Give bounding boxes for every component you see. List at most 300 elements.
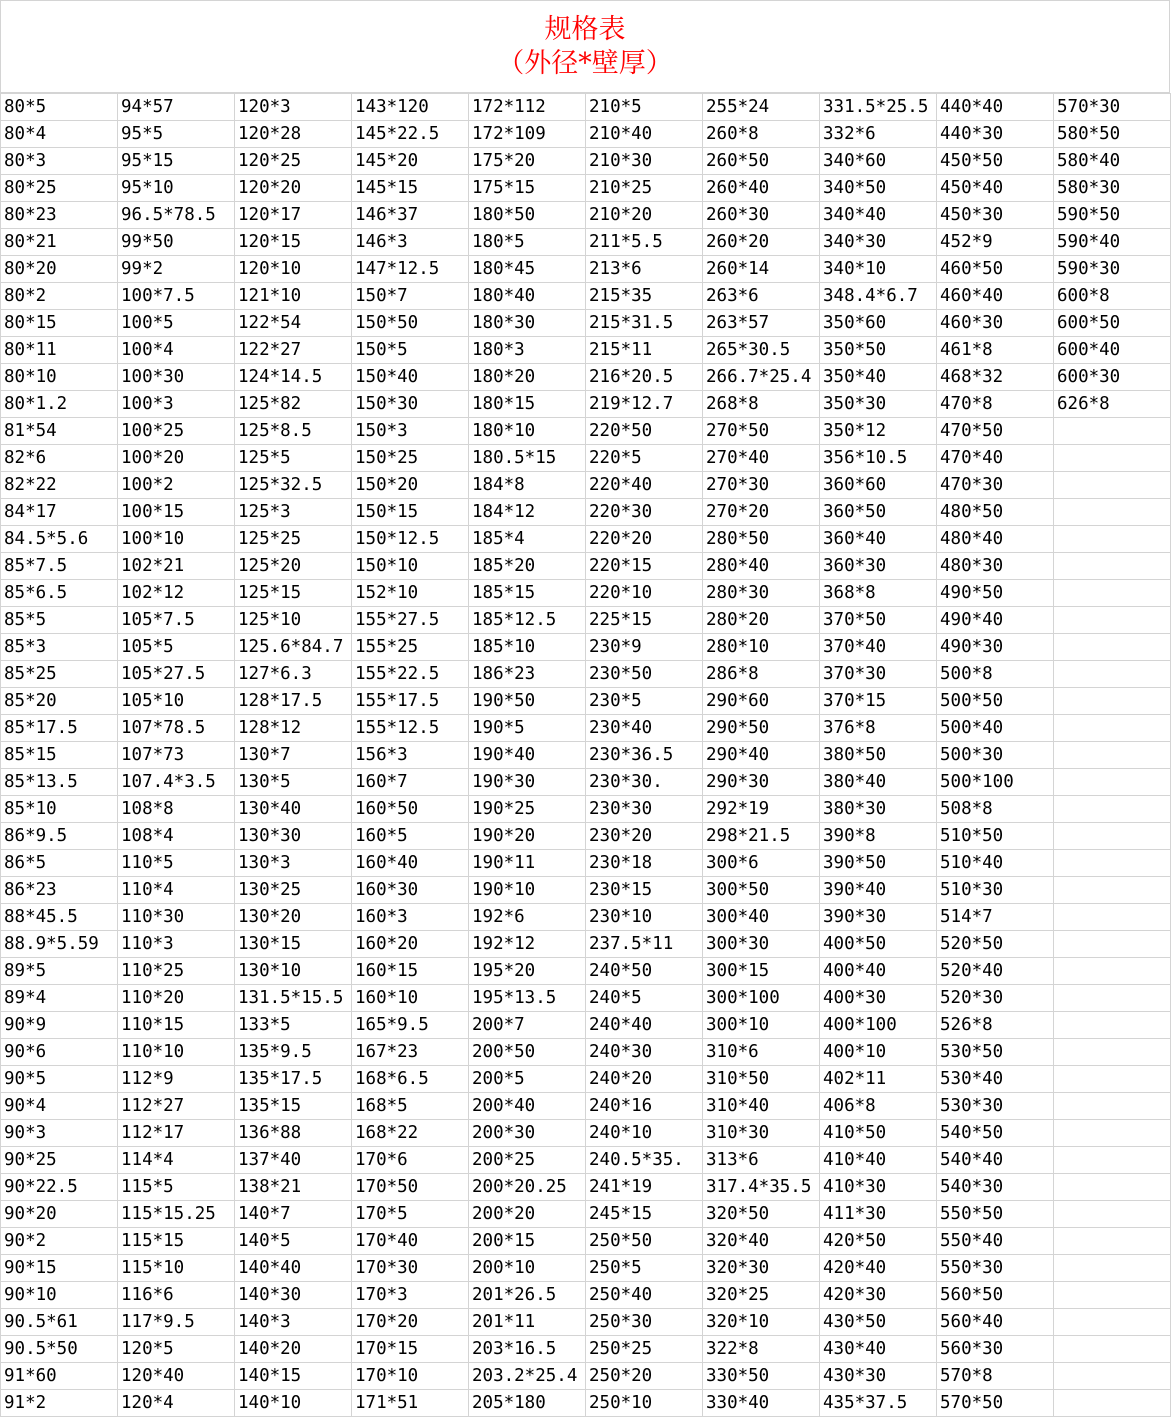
table-cell[interactable]: 185*20 xyxy=(469,553,586,580)
table-cell[interactable]: 155*27.5 xyxy=(352,607,469,634)
table-cell[interactable]: 300*50 xyxy=(703,877,820,904)
table-cell[interactable]: 331.5*25.5 xyxy=(820,94,937,121)
table-cell[interactable]: 240*16 xyxy=(586,1093,703,1120)
table-cell[interactable]: 160*30 xyxy=(352,877,469,904)
table-cell[interactable] xyxy=(1054,742,1171,769)
table-cell[interactable]: 280*40 xyxy=(703,553,820,580)
table-cell[interactable]: 240*5 xyxy=(586,985,703,1012)
table-cell[interactable]: 260*8 xyxy=(703,121,820,148)
table-cell[interactable]: 172*109 xyxy=(469,121,586,148)
table-cell[interactable]: 146*3 xyxy=(352,229,469,256)
table-cell[interactable]: 400*10 xyxy=(820,1039,937,1066)
table-cell[interactable]: 85*7.5 xyxy=(1,553,118,580)
table-cell[interactable]: 156*3 xyxy=(352,742,469,769)
table-cell[interactable]: 180*20 xyxy=(469,364,586,391)
table-cell[interactable]: 490*40 xyxy=(937,607,1054,634)
table-cell[interactable]: 125*82 xyxy=(235,391,352,418)
table-cell[interactable]: 215*11 xyxy=(586,337,703,364)
table-cell[interactable]: 310*50 xyxy=(703,1066,820,1093)
table-cell[interactable]: 90*22.5 xyxy=(1,1174,118,1201)
table-cell[interactable]: 402*11 xyxy=(820,1066,937,1093)
table-cell[interactable]: 250*30 xyxy=(586,1309,703,1336)
table-cell[interactable]: 190*10 xyxy=(469,877,586,904)
table-cell[interactable]: 82*22 xyxy=(1,472,118,499)
table-cell[interactable]: 350*30 xyxy=(820,391,937,418)
table-cell[interactable]: 219*12.7 xyxy=(586,391,703,418)
table-cell[interactable]: 150*15 xyxy=(352,499,469,526)
table-cell[interactable]: 298*21.5 xyxy=(703,823,820,850)
table-cell[interactable]: 350*50 xyxy=(820,337,937,364)
table-cell[interactable]: 122*54 xyxy=(235,310,352,337)
table-cell[interactable]: 540*40 xyxy=(937,1147,1054,1174)
table-cell[interactable]: 600*50 xyxy=(1054,310,1171,337)
table-cell[interactable]: 600*40 xyxy=(1054,337,1171,364)
table-cell[interactable]: 550*40 xyxy=(937,1228,1054,1255)
table-cell[interactable]: 490*50 xyxy=(937,580,1054,607)
table-cell[interactable]: 115*10 xyxy=(118,1255,235,1282)
table-cell[interactable]: 150*40 xyxy=(352,364,469,391)
sheet-title-cell[interactable] xyxy=(0,0,1170,93)
table-cell[interactable]: 320*25 xyxy=(703,1282,820,1309)
table-cell[interactable]: 130*10 xyxy=(235,958,352,985)
table-cell[interactable]: 230*5 xyxy=(586,688,703,715)
table-cell[interactable]: 124*14.5 xyxy=(235,364,352,391)
table-cell[interactable]: 190*50 xyxy=(469,688,586,715)
table-cell[interactable]: 240*10 xyxy=(586,1120,703,1147)
table-cell[interactable]: 130*20 xyxy=(235,904,352,931)
table-cell[interactable]: 240*40 xyxy=(586,1012,703,1039)
table-cell[interactable] xyxy=(1054,634,1171,661)
table-cell[interactable]: 230*20 xyxy=(586,823,703,850)
table-cell[interactable]: 470*50 xyxy=(937,418,1054,445)
table-cell[interactable]: 100*20 xyxy=(118,445,235,472)
table-cell[interactable]: 120*25 xyxy=(235,148,352,175)
table-cell[interactable]: 590*50 xyxy=(1054,202,1171,229)
table-cell[interactable]: 110*20 xyxy=(118,985,235,1012)
table-cell[interactable]: 84*17 xyxy=(1,499,118,526)
table-cell[interactable]: 90*15 xyxy=(1,1255,118,1282)
table-cell[interactable]: 170*30 xyxy=(352,1255,469,1282)
table-cell[interactable]: 125*15 xyxy=(235,580,352,607)
table-cell[interactable] xyxy=(1054,904,1171,931)
table-cell[interactable]: 80*15 xyxy=(1,310,118,337)
table-cell[interactable]: 80*4 xyxy=(1,121,118,148)
table-cell[interactable]: 210*30 xyxy=(586,148,703,175)
table-cell[interactable] xyxy=(1054,499,1171,526)
table-cell[interactable]: 230*18 xyxy=(586,850,703,877)
table-cell[interactable]: 320*30 xyxy=(703,1255,820,1282)
table-cell[interactable]: 290*60 xyxy=(703,688,820,715)
table-cell[interactable]: 160*20 xyxy=(352,931,469,958)
table-cell[interactable]: 140*30 xyxy=(235,1282,352,1309)
table-cell[interactable]: 570*30 xyxy=(1054,94,1171,121)
table-cell[interactable]: 240*30 xyxy=(586,1039,703,1066)
table-cell[interactable]: 370*15 xyxy=(820,688,937,715)
table-cell[interactable]: 430*40 xyxy=(820,1336,937,1363)
table-cell[interactable]: 520*30 xyxy=(937,985,1054,1012)
table-cell[interactable]: 350*12 xyxy=(820,418,937,445)
table-cell[interactable]: 210*40 xyxy=(586,121,703,148)
table-cell[interactable]: 490*30 xyxy=(937,634,1054,661)
table-cell[interactable]: 390*50 xyxy=(820,850,937,877)
table-cell[interactable]: 125*10 xyxy=(235,607,352,634)
table-cell[interactable]: 170*10 xyxy=(352,1363,469,1390)
table-cell[interactable]: 112*27 xyxy=(118,1093,235,1120)
table-cell[interactable]: 190*11 xyxy=(469,850,586,877)
table-cell[interactable]: 270*20 xyxy=(703,499,820,526)
table-cell[interactable]: 140*40 xyxy=(235,1255,352,1282)
table-cell[interactable]: 190*40 xyxy=(469,742,586,769)
table-cell[interactable]: 150*3 xyxy=(352,418,469,445)
table-cell[interactable]: 84.5*5.6 xyxy=(1,526,118,553)
table-cell[interactable]: 80*20 xyxy=(1,256,118,283)
table-cell[interactable]: 110*3 xyxy=(118,931,235,958)
table-cell[interactable]: 136*88 xyxy=(235,1120,352,1147)
table-cell[interactable]: 184*8 xyxy=(469,472,586,499)
table-cell[interactable]: 125.6*84.7 xyxy=(235,634,352,661)
table-cell[interactable] xyxy=(1054,1282,1171,1309)
table-cell[interactable]: 110*30 xyxy=(118,904,235,931)
table-cell[interactable]: 241*19 xyxy=(586,1174,703,1201)
table-cell[interactable]: 400*40 xyxy=(820,958,937,985)
table-cell[interactable]: 468*32 xyxy=(937,364,1054,391)
table-cell[interactable]: 140*15 xyxy=(235,1363,352,1390)
table-cell[interactable]: 580*40 xyxy=(1054,148,1171,175)
table-cell[interactable]: 95*5 xyxy=(118,121,235,148)
table-cell[interactable]: 150*7 xyxy=(352,283,469,310)
table-cell[interactable] xyxy=(1054,1363,1171,1390)
table-cell[interactable]: 250*10 xyxy=(586,1390,703,1417)
table-cell[interactable]: 435*37.5 xyxy=(820,1390,937,1417)
table-cell[interactable]: 201*11 xyxy=(469,1309,586,1336)
table-cell[interactable]: 180*45 xyxy=(469,256,586,283)
table-cell[interactable]: 530*40 xyxy=(937,1066,1054,1093)
table-cell[interactable]: 146*37 xyxy=(352,202,469,229)
table-cell[interactable]: 200*7 xyxy=(469,1012,586,1039)
table-cell[interactable] xyxy=(1054,1336,1171,1363)
table-cell[interactable]: 200*5 xyxy=(469,1066,586,1093)
table-cell[interactable]: 80*2 xyxy=(1,283,118,310)
table-cell[interactable]: 90*2 xyxy=(1,1228,118,1255)
table-cell[interactable]: 125*8.5 xyxy=(235,418,352,445)
table-cell[interactable]: 115*15.25 xyxy=(118,1201,235,1228)
table-cell[interactable]: 540*30 xyxy=(937,1174,1054,1201)
table-cell[interactable]: 125*20 xyxy=(235,553,352,580)
table-cell[interactable]: 350*60 xyxy=(820,310,937,337)
table-cell[interactable]: 108*8 xyxy=(118,796,235,823)
table-cell[interactable]: 168*5 xyxy=(352,1093,469,1120)
table-cell[interactable]: 100*25 xyxy=(118,418,235,445)
table-cell[interactable]: 322*8 xyxy=(703,1336,820,1363)
table-cell[interactable]: 120*10 xyxy=(235,256,352,283)
table-cell[interactable]: 100*3 xyxy=(118,391,235,418)
table-cell[interactable]: 500*40 xyxy=(937,715,1054,742)
table-cell[interactable]: 245*15 xyxy=(586,1201,703,1228)
table-cell[interactable]: 190*5 xyxy=(469,715,586,742)
table-cell[interactable] xyxy=(1054,1390,1171,1417)
table-cell[interactable]: 112*9 xyxy=(118,1066,235,1093)
table-cell[interactable]: 480*50 xyxy=(937,499,1054,526)
table-cell[interactable]: 130*25 xyxy=(235,877,352,904)
table-cell[interactable]: 99*50 xyxy=(118,229,235,256)
table-cell[interactable]: 120*15 xyxy=(235,229,352,256)
table-cell[interactable]: 160*15 xyxy=(352,958,469,985)
table-cell[interactable]: 90*6 xyxy=(1,1039,118,1066)
table-cell[interactable]: 310*30 xyxy=(703,1120,820,1147)
table-cell[interactable]: 195*13.5 xyxy=(469,985,586,1012)
table-cell[interactable]: 185*10 xyxy=(469,634,586,661)
table-cell[interactable]: 100*5 xyxy=(118,310,235,337)
table-cell[interactable]: 470*40 xyxy=(937,445,1054,472)
table-cell[interactable]: 360*40 xyxy=(820,526,937,553)
table-cell[interactable]: 430*30 xyxy=(820,1363,937,1390)
table-cell[interactable]: 376*8 xyxy=(820,715,937,742)
table-cell[interactable]: 170*50 xyxy=(352,1174,469,1201)
table-cell[interactable]: 102*21 xyxy=(118,553,235,580)
table-cell[interactable]: 210*25 xyxy=(586,175,703,202)
table-cell[interactable]: 410*30 xyxy=(820,1174,937,1201)
table-cell[interactable]: 150*30 xyxy=(352,391,469,418)
table-cell[interactable]: 90*3 xyxy=(1,1120,118,1147)
table-cell[interactable]: 470*30 xyxy=(937,472,1054,499)
table-cell[interactable]: 216*20.5 xyxy=(586,364,703,391)
table-cell[interactable]: 85*13.5 xyxy=(1,769,118,796)
table-cell[interactable]: 180*10 xyxy=(469,418,586,445)
table-cell[interactable]: 263*6 xyxy=(703,283,820,310)
table-cell[interactable]: 514*7 xyxy=(937,904,1054,931)
table-cell[interactable]: 240.5*35. xyxy=(586,1147,703,1174)
table-cell[interactable]: 220*50 xyxy=(586,418,703,445)
table-cell[interactable]: 450*40 xyxy=(937,175,1054,202)
table-cell[interactable]: 590*30 xyxy=(1054,256,1171,283)
table-cell[interactable]: 510*40 xyxy=(937,850,1054,877)
table-cell[interactable]: 155*25 xyxy=(352,634,469,661)
table-cell[interactable]: 300*10 xyxy=(703,1012,820,1039)
table-cell[interactable]: 390*30 xyxy=(820,904,937,931)
table-cell[interactable]: 330*40 xyxy=(703,1390,820,1417)
table-cell[interactable]: 590*40 xyxy=(1054,229,1171,256)
table-cell[interactable]: 184*12 xyxy=(469,499,586,526)
table-cell[interactable]: 360*50 xyxy=(820,499,937,526)
table-cell[interactable]: 91*60 xyxy=(1,1363,118,1390)
table-cell[interactable]: 160*3 xyxy=(352,904,469,931)
table-cell[interactable]: 420*40 xyxy=(820,1255,937,1282)
table-cell[interactable]: 160*50 xyxy=(352,796,469,823)
table-cell[interactable]: 180*30 xyxy=(469,310,586,337)
table-cell[interactable]: 450*50 xyxy=(937,148,1054,175)
table-cell[interactable]: 230*30 xyxy=(586,796,703,823)
table-cell[interactable]: 100*7.5 xyxy=(118,283,235,310)
table-cell[interactable]: 105*5 xyxy=(118,634,235,661)
table-cell[interactable]: 340*30 xyxy=(820,229,937,256)
table-cell[interactable] xyxy=(1054,1093,1171,1120)
table-cell[interactable]: 125*5 xyxy=(235,445,352,472)
table-cell[interactable]: 400*30 xyxy=(820,985,937,1012)
table-cell[interactable]: 150*50 xyxy=(352,310,469,337)
table-cell[interactable]: 203.2*25.4 xyxy=(469,1363,586,1390)
table-cell[interactable]: 360*30 xyxy=(820,553,937,580)
table-cell[interactable]: 380*40 xyxy=(820,769,937,796)
table-cell[interactable]: 250*40 xyxy=(586,1282,703,1309)
table-cell[interactable]: 400*100 xyxy=(820,1012,937,1039)
table-cell[interactable]: 203*16.5 xyxy=(469,1336,586,1363)
table-cell[interactable]: 266.7*25.4 xyxy=(703,364,820,391)
table-cell[interactable]: 300*30 xyxy=(703,931,820,958)
table-cell[interactable]: 125*25 xyxy=(235,526,352,553)
table-cell[interactable]: 380*30 xyxy=(820,796,937,823)
table-cell[interactable]: 128*12 xyxy=(235,715,352,742)
table-cell[interactable] xyxy=(1054,1120,1171,1147)
table-cell[interactable]: 90.5*50 xyxy=(1,1336,118,1363)
table-cell[interactable]: 135*17.5 xyxy=(235,1066,352,1093)
table-cell[interactable]: 480*30 xyxy=(937,553,1054,580)
table-cell[interactable]: 85*17.5 xyxy=(1,715,118,742)
table-cell[interactable]: 550*30 xyxy=(937,1255,1054,1282)
table-cell[interactable]: 125*3 xyxy=(235,499,352,526)
table-cell[interactable]: 230*30. xyxy=(586,769,703,796)
table-cell[interactable]: 117*9.5 xyxy=(118,1309,235,1336)
table-cell[interactable]: 440*40 xyxy=(937,94,1054,121)
table-cell[interactable] xyxy=(1054,553,1171,580)
table-cell[interactable]: 100*10 xyxy=(118,526,235,553)
table-cell[interactable] xyxy=(1054,1255,1171,1282)
table-cell[interactable]: 560*30 xyxy=(937,1336,1054,1363)
table-cell[interactable]: 300*100 xyxy=(703,985,820,1012)
table-cell[interactable]: 240*20 xyxy=(586,1066,703,1093)
table-cell[interactable]: 130*7 xyxy=(235,742,352,769)
table-cell[interactable]: 130*3 xyxy=(235,850,352,877)
table-cell[interactable]: 160*40 xyxy=(352,850,469,877)
table-cell[interactable]: 255*24 xyxy=(703,94,820,121)
table-cell[interactable]: 350*40 xyxy=(820,364,937,391)
table-cell[interactable]: 220*5 xyxy=(586,445,703,472)
table-cell[interactable]: 560*50 xyxy=(937,1282,1054,1309)
table-cell[interactable]: 115*15 xyxy=(118,1228,235,1255)
table-cell[interactable]: 150*10 xyxy=(352,553,469,580)
table-cell[interactable]: 470*8 xyxy=(937,391,1054,418)
table-cell[interactable]: 220*20 xyxy=(586,526,703,553)
table-cell[interactable]: 263*57 xyxy=(703,310,820,337)
table-cell[interactable]: 300*15 xyxy=(703,958,820,985)
table-cell[interactable]: 500*30 xyxy=(937,742,1054,769)
table-cell[interactable]: 95*10 xyxy=(118,175,235,202)
table-cell[interactable]: 290*50 xyxy=(703,715,820,742)
table-cell[interactable]: 460*40 xyxy=(937,283,1054,310)
table-cell[interactable]: 340*10 xyxy=(820,256,937,283)
table-cell[interactable]: 185*12.5 xyxy=(469,607,586,634)
table-cell[interactable]: 526*8 xyxy=(937,1012,1054,1039)
table-cell[interactable]: 88*45.5 xyxy=(1,904,118,931)
table-cell[interactable]: 290*40 xyxy=(703,742,820,769)
table-cell[interactable]: 120*5 xyxy=(118,1336,235,1363)
table-cell[interactable]: 131.5*15.5 xyxy=(235,985,352,1012)
table-cell[interactable]: 200*40 xyxy=(469,1093,586,1120)
table-cell[interactable]: 237.5*11 xyxy=(586,931,703,958)
table-cell[interactable]: 213*6 xyxy=(586,256,703,283)
table-cell[interactable]: 420*50 xyxy=(820,1228,937,1255)
table-cell[interactable]: 250*5 xyxy=(586,1255,703,1282)
table-cell[interactable]: 180*5 xyxy=(469,229,586,256)
table-cell[interactable]: 80*25 xyxy=(1,175,118,202)
table-cell[interactable]: 330*50 xyxy=(703,1363,820,1390)
table-cell[interactable]: 171*51 xyxy=(352,1390,469,1417)
table-cell[interactable]: 270*40 xyxy=(703,445,820,472)
table-cell[interactable]: 320*10 xyxy=(703,1309,820,1336)
table-cell[interactable]: 130*15 xyxy=(235,931,352,958)
table-cell[interactable]: 380*50 xyxy=(820,742,937,769)
table-cell[interactable]: 175*20 xyxy=(469,148,586,175)
table-cell[interactable]: 190*30 xyxy=(469,769,586,796)
table-cell[interactable]: 85*10 xyxy=(1,796,118,823)
table-cell[interactable]: 195*20 xyxy=(469,958,586,985)
table-cell[interactable] xyxy=(1054,877,1171,904)
table-cell[interactable]: 95*15 xyxy=(118,148,235,175)
table-cell[interactable]: 410*40 xyxy=(820,1147,937,1174)
table-cell[interactable]: 500*50 xyxy=(937,688,1054,715)
table-cell[interactable]: 250*50 xyxy=(586,1228,703,1255)
table-cell[interactable]: 510*50 xyxy=(937,823,1054,850)
table-cell[interactable]: 230*50 xyxy=(586,661,703,688)
table-cell[interactable]: 88.9*5.59 xyxy=(1,931,118,958)
table-cell[interactable]: 370*30 xyxy=(820,661,937,688)
table-cell[interactable]: 110*5 xyxy=(118,850,235,877)
table-cell[interactable]: 100*4 xyxy=(118,337,235,364)
table-cell[interactable] xyxy=(1054,931,1171,958)
table-cell[interactable] xyxy=(1054,688,1171,715)
table-cell[interactable]: 570*50 xyxy=(937,1390,1054,1417)
table-cell[interactable] xyxy=(1054,580,1171,607)
table-cell[interactable]: 270*50 xyxy=(703,418,820,445)
table-cell[interactable]: 230*40 xyxy=(586,715,703,742)
table-cell[interactable]: 460*50 xyxy=(937,256,1054,283)
table-cell[interactable] xyxy=(1054,850,1171,877)
table-cell[interactable]: 430*50 xyxy=(820,1309,937,1336)
table-cell[interactable]: 360*60 xyxy=(820,472,937,499)
table-cell[interactable]: 140*5 xyxy=(235,1228,352,1255)
table-cell[interactable]: 460*30 xyxy=(937,310,1054,337)
table-cell[interactable]: 167*23 xyxy=(352,1039,469,1066)
table-cell[interactable]: 230*9 xyxy=(586,634,703,661)
table-cell[interactable]: 192*6 xyxy=(469,904,586,931)
table-cell[interactable]: 320*50 xyxy=(703,1201,820,1228)
table-cell[interactable]: 580*30 xyxy=(1054,175,1171,202)
table-cell[interactable]: 100*15 xyxy=(118,499,235,526)
table-cell[interactable]: 168*22 xyxy=(352,1120,469,1147)
table-cell[interactable]: 180*3 xyxy=(469,337,586,364)
table-cell[interactable]: 530*30 xyxy=(937,1093,1054,1120)
table-cell[interactable]: 400*50 xyxy=(820,931,937,958)
table-cell[interactable]: 313*6 xyxy=(703,1147,820,1174)
table-cell[interactable]: 390*8 xyxy=(820,823,937,850)
table-cell[interactable]: 215*35 xyxy=(586,283,703,310)
table-cell[interactable]: 410*50 xyxy=(820,1120,937,1147)
table-cell[interactable]: 180*40 xyxy=(469,283,586,310)
table-cell[interactable]: 90*9 xyxy=(1,1012,118,1039)
table-cell[interactable]: 86*23 xyxy=(1,877,118,904)
table-cell[interactable]: 290*30 xyxy=(703,769,820,796)
table-cell[interactable] xyxy=(1054,769,1171,796)
table-cell[interactable]: 317.4*35.5 xyxy=(703,1174,820,1201)
table-cell[interactable] xyxy=(1054,823,1171,850)
table-cell[interactable]: 192*12 xyxy=(469,931,586,958)
table-cell[interactable]: 152*10 xyxy=(352,580,469,607)
table-cell[interactable]: 170*5 xyxy=(352,1201,469,1228)
table-cell[interactable]: 147*12.5 xyxy=(352,256,469,283)
table-cell[interactable]: 180*50 xyxy=(469,202,586,229)
table-cell[interactable] xyxy=(1054,526,1171,553)
table-cell[interactable]: 200*30 xyxy=(469,1120,586,1147)
table-cell[interactable]: 120*4 xyxy=(118,1390,235,1417)
